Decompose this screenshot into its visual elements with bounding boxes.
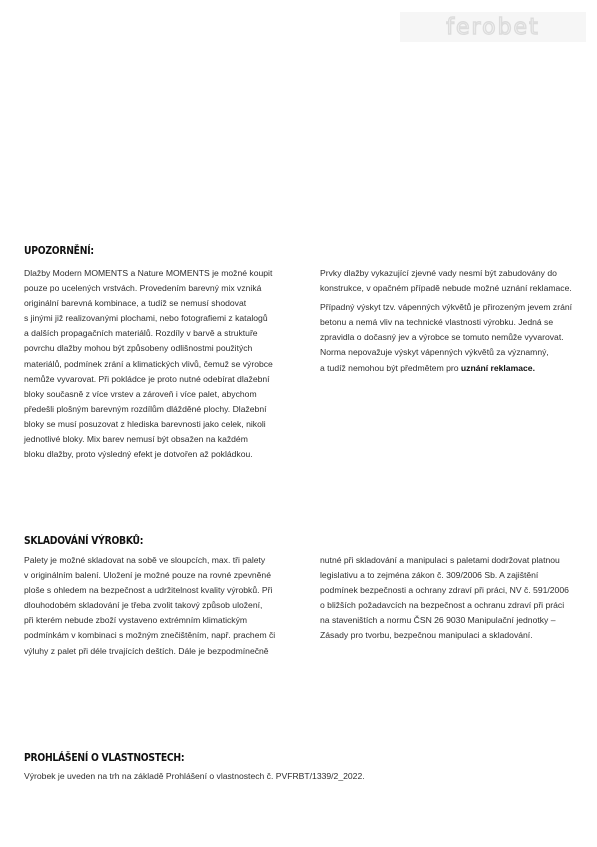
storage-right-paragraph bbox=[320, 553, 585, 644]
text-line: zpravidla o dočasný jev a výrobce se tomuto nemůže vyvarovat. bbox=[320, 332, 564, 343]
text-line: jednotlivé bloky. Mix barev nemusí být obsažen na každém bbox=[24, 434, 248, 445]
warning-left-column bbox=[24, 266, 304, 462]
text-line: Palety je možné skladovat na sobě ve sloupcích, max. tři palety bbox=[24, 555, 266, 565]
text-line: výluhy z palet při déle trvajících deštích. Dále je bezpodmínečně bbox=[24, 645, 269, 656]
text-line: předešli plošným barevným rozdílům dlážděné plochy. Dlažební bbox=[24, 403, 267, 414]
svg-text:ferobet: ferobet bbox=[446, 15, 540, 40]
text-line: Dlažby Modern MOMENTS a Nature MOMENTS je možné koupit bbox=[24, 268, 273, 278]
text-line: podmínek bezpečnosti a ochrany zdraví při práci, NV č. 591/2006 bbox=[320, 585, 569, 596]
text-line: nemůže vyvarovat. Při pokládce je proto nutné odebírat dlažební bbox=[24, 373, 270, 384]
text-line: při kterém nebude zboží vystaveno extrémním klimatickým bbox=[24, 615, 248, 626]
emphasis-text: uznání reklamace. bbox=[460, 362, 535, 373]
text-line: Norma nepovažuje výskyt vápenných výkvětů za významný, bbox=[320, 347, 549, 358]
text-line: s jinými již realizovanými plochami, nebo fotografiemi z katalogů bbox=[24, 313, 268, 324]
storage-left-column bbox=[24, 553, 309, 659]
text-line: materiálů, podmínek zrání a klimatických vlivů, čemuž se výrobce bbox=[24, 358, 273, 369]
text-line: povrchu dlažby mohou být způsobeny odlišnostmi použitých bbox=[24, 343, 253, 354]
text-line: v originálním balení. Uložení je možné pouze na rovné zpevněné bbox=[24, 570, 271, 581]
text-line: a dalších propagačních materiálů. Rozdíly v barvě a struktuře bbox=[24, 328, 258, 339]
text-line: originální barevná kombinace, a tudíž se nemusí shodovat bbox=[24, 298, 247, 309]
text-line: bloky současně z více vrstev a zároveň i více palet, abychom bbox=[24, 388, 257, 399]
text-line: dlouhodobém skladování je třeba zvolit takový způsob uložení, bbox=[24, 600, 263, 611]
warning-right-paragraph-1 bbox=[320, 266, 585, 296]
text-line: konstrukce, v opačném případě nebude možné uznání reklamace. bbox=[320, 283, 572, 294]
storage-left-paragraph bbox=[24, 553, 309, 659]
text-line: bloky se musí posuzovat z hlediska barevnosti jako celek, nikoli bbox=[24, 418, 266, 429]
warning-heading: UPOZORNĚNÍ: bbox=[24, 245, 94, 257]
text-fragment: a tudíž nemohou být předmětem pro bbox=[320, 362, 461, 373]
warning-right-paragraph-2 bbox=[320, 300, 585, 375]
storage-right-column bbox=[320, 553, 585, 644]
text-line bbox=[320, 361, 585, 376]
text-line: betonu a nemá vliv na technické vlastnosti výrobku. Jedná se bbox=[320, 317, 554, 328]
text-line: Prvky dlažby vykazující zjevné vady nesmí být zabudovány do bbox=[320, 268, 557, 278]
text-line: Případný výskyt tzv. vápenných výkvětů je přirozeným jevem zrání bbox=[320, 302, 573, 313]
warning-left-paragraph bbox=[24, 266, 304, 462]
ferobet-logo-icon bbox=[400, 12, 586, 42]
text-line: pouze po ucelených vrstvách. Provedením barevný mix vzniká bbox=[24, 283, 262, 294]
text-line: legislativu a to zejména zákon č. 309/2006 Sb. A zajištění bbox=[320, 570, 539, 581]
storage-heading: SKLADOVÁNÍ VÝROBKŮ: bbox=[24, 535, 144, 547]
text-line: bloku dlažby, proto výsledný efekt je dotvořen až pokládkou. bbox=[24, 449, 253, 460]
declaration-text-block bbox=[24, 769, 584, 784]
text-line: podmínkám v kombinaci s možným znečištěním, např. prachem či bbox=[24, 630, 276, 641]
text-line: o bližších požadavcích na bezpečnost a ochranu zdraví při práci bbox=[320, 600, 565, 611]
text-line: nutné při skladování a manipulaci s paletami dodržovat platnou bbox=[320, 555, 560, 565]
declaration-heading: PROHLÁŠENÍ O VLASTNOSTECH: bbox=[24, 752, 185, 764]
text-line: Zásady pro tvorbu, bezpečnou manipulaci a skladování. bbox=[320, 630, 533, 641]
declaration-text: Výrobek je uveden na trh na základě Prohlášení o vlastnostech č. PVFRBT/1339/2_2022. bbox=[24, 771, 365, 781]
text-line: ploše s ohledem na bezpečnost a udržitelnost kvality výrobků. Při bbox=[24, 585, 273, 596]
warning-right-column bbox=[320, 266, 585, 376]
text-line: na staveništích a normu ČSN 26 9030 Manipulační jednotky – bbox=[320, 615, 556, 626]
brand-logo bbox=[400, 12, 586, 42]
